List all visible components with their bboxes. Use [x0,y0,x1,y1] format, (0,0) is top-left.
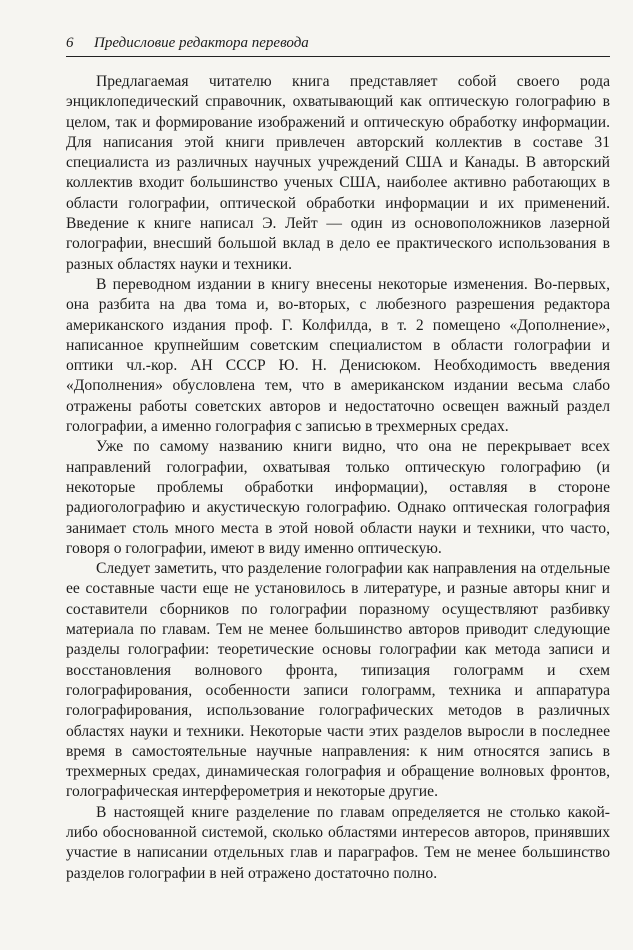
paragraph-3: Уже по самому названию книги видно, что она не перекрывает всех направлений голографии, охватывая только оптическую голографию (и некоторые проблемы обработки информации), оставляя в стороне радиоголографию и акустическую голографию. Однако оптическая голография занимает столь много места в этой новой области науки и техники, что часто, говоря о голографии, имеют в виду именно оптическую. [66,438,610,557]
page-number: 6 [66,35,74,51]
paragraph-4: Следует заметить, что разделение голографии как направления на отдельные ее составные части еще не установилось в литературе, и разные авторы книг и составители сборников по голографии поразному осуществляют разбивку материала по главам. Тем не менее большинство авторов приводит следующие разделы голографии: теоретические основы голографии как метода записи и восстановления волнового фронта, типизация голограмм и схем голографирования, особенности записи голограмм, техника и аппаратура голографирования, использование голографических методов в различных областях науки и техники. Некоторые части этих разделов выросли в последнее время в самостоятельные научные направления: к ним относятся запись в трехмерных средах, динамическая голография и обращение волновых фронтов, голографическая интерферометрия и некоторые другие. [66,560,610,801]
paragraph-2: В переводном издании в книгу внесены некоторые изменения. Во-первых, она разбита на два тома и, во-вторых, с любезного разрешения редактора американского издания проф. Г. Колфилда, в т. 2 помещено «Дополнение», написанное крупнейшим советским специалистом в области голографии и оптики чл.-кор. АН СССР Ю. Н. Денисюком. Необходимость введения «Дополнения» обусловлена тем, что в американском издании весьма слабо отражены работы советских авторов и недостаточно освещен важный раздел голографии, а именно голография с записью в трехмерных средах. [66,275,610,436]
running-header [66,32,610,57]
paragraph-5: В настоящей книге разделение по главам определяется не столько какой-либо обоснованной системой, сколько областями интересов авторов, принявших участие в написании отдельных глав и параграфов. Тем не менее большинство разделов голографии в ней отражено достаточно полно. [66,803,610,882]
running-title: Предисловие редактора перевода [94,35,309,51]
body-text [66,72,610,884]
paragraph-1: Предлагаемая читателю книга представляет собой своего рода энциклопедический справочник, охватывающий как оптическую голографию в целом, так и формирование изображений и оптическую обработку информации. Для написания этой книги привлечен авторский коллектив в составе 31 специалиста из различных научных учреждений США и Канады. В авторский коллектив входит большинство ученых США, наиболее активно работающих в области голографии, оптической обработки информации и их применений. Введение к книге написал Э. Лейт — один из основоположников лазерной голографии, внесший большой вклад в дело ее практического использования в разных областях науки и техники. [66,73,610,273]
